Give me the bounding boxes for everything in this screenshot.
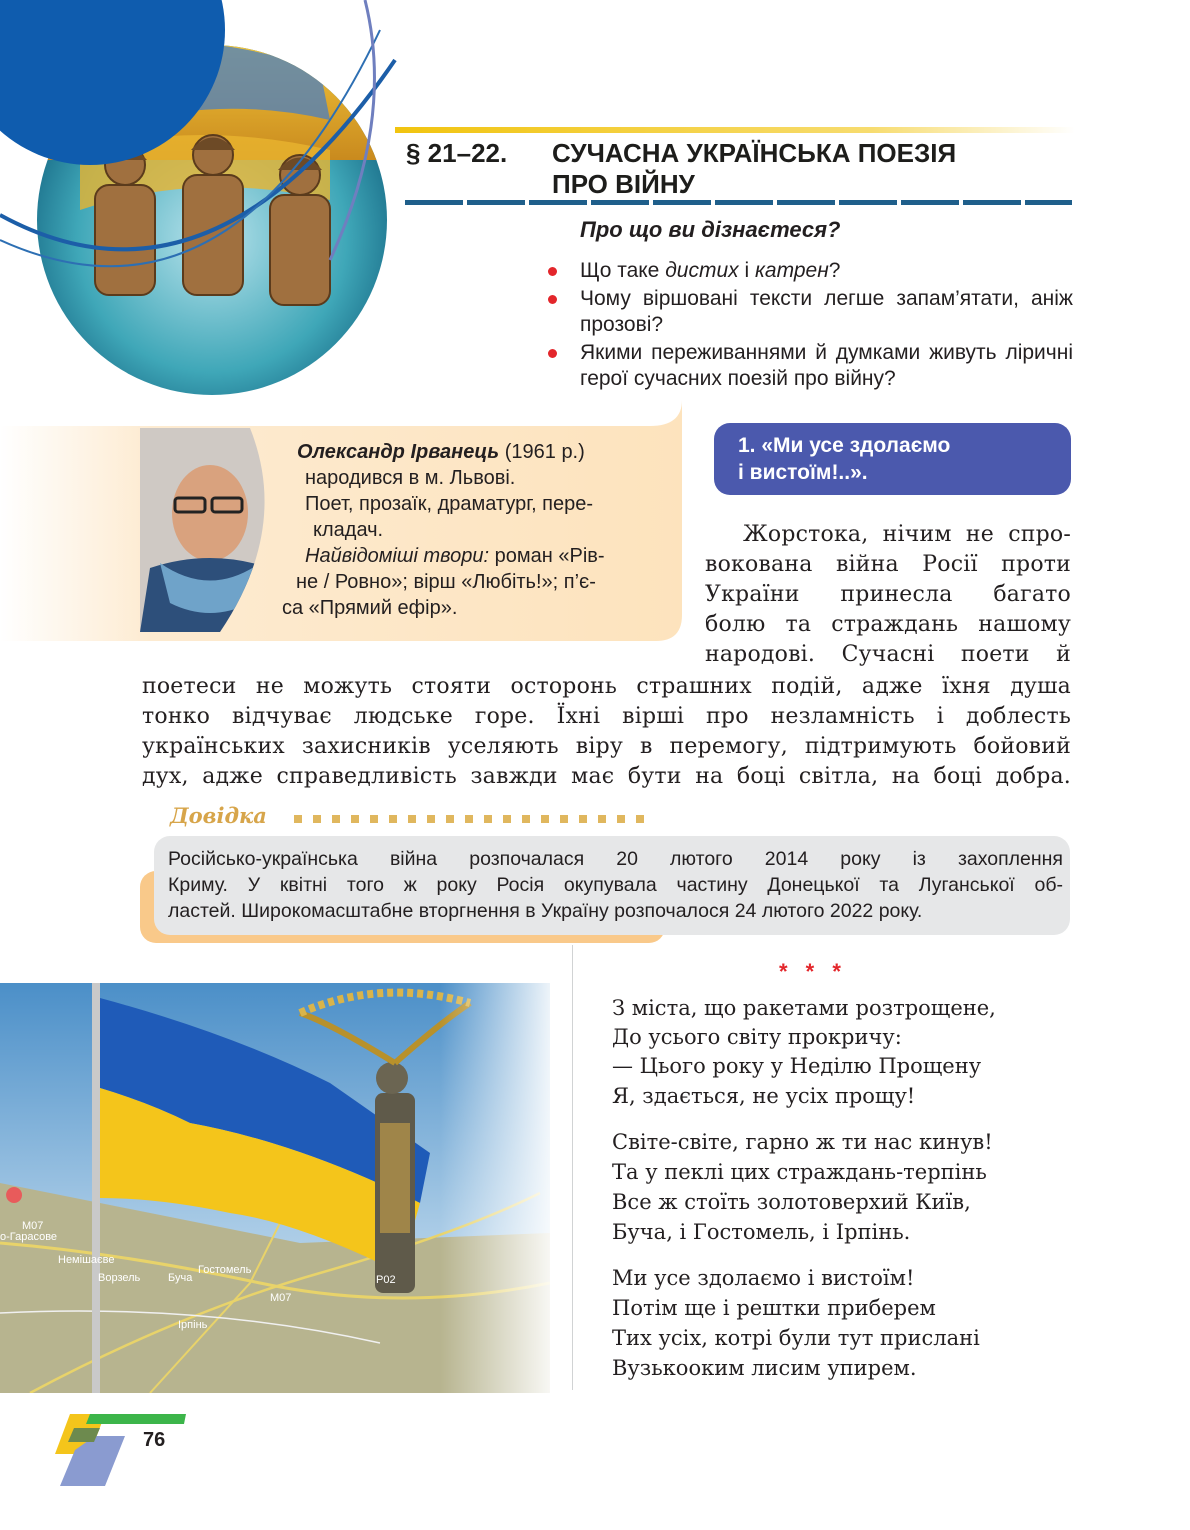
author-line-2: народився в м. Львові.: [305, 467, 516, 489]
heading-yellow-rule: [395, 127, 1075, 133]
reference-line-3: ластей. Широкомасштабне вторгнення в Україну розпочалося 24 лютого 2022 року.: [168, 900, 923, 922]
author-line-1: Олександр Ірванець (1961 р.): [297, 441, 585, 463]
poem-line: Світе-світе, гарно ж ти нас кинув!: [612, 1130, 993, 1154]
bullet-icon: [548, 349, 557, 358]
page-title-line1: СУЧАСНА УКРАЇНСЬКА ПОЕЗІЯ: [552, 138, 957, 168]
poem-line: Та у пеклі цих страждань-терпінь: [612, 1160, 987, 1184]
picture-divider: [572, 945, 573, 1390]
poem-line: Вузькооким лисим упирем.: [612, 1356, 917, 1380]
paragraph-number: § 21–22.: [406, 138, 508, 168]
author-name: Олександр Ірванець: [297, 441, 500, 463]
page-title: [552, 138, 956, 200]
poem-line: Ми усе здолаємо і вистоїм!: [612, 1266, 915, 1290]
section-heading-badge: 1. «Ми усе здолаємо і вистоїм!..».: [714, 423, 1071, 495]
soldiers-monument-illustration: [0, 0, 400, 400]
bullet-icon: [548, 295, 557, 304]
poem-line: До усього світу прокричу:: [612, 1025, 902, 1049]
poem-line: — Цього року у Неділю Прощену: [612, 1054, 982, 1078]
poem-line: Все ж стоїть золотоверхий Київ,: [612, 1190, 971, 1214]
poem-stars: * * *: [779, 959, 847, 984]
page-title-line2: ПРО ВІЙНУ: [552, 169, 695, 199]
author-line-3: Поет, прозаїк, драматург, пере-: [305, 493, 594, 515]
reference-dotted-rule: [294, 815, 644, 823]
bullet-icon: [548, 267, 557, 276]
body-paragraph-right: Жорстока, нічим не спро- вокована війна Росії проти України принесла багато болю та страждань нашому народові. Сучасні поети й: [705, 522, 1071, 667]
poem-line: Потім ще і рештки приберем: [612, 1296, 936, 1320]
author-line-4: кладач.: [313, 519, 384, 541]
reference-title: Довідка: [170, 803, 267, 828]
reference-line-1: Російсько-українська війна розпочалася 20 лютого 2014 року із захоплення: [168, 848, 1063, 870]
author-line-7: са «Прямий ефір».: [282, 597, 458, 619]
poem-line: Я, здається, не усіх прощу!: [612, 1084, 916, 1108]
learn-item: Що таке дистих і катрен?: [548, 258, 1073, 284]
author-line-6: не / Ровно»; вірш «Любіть!»; п’є-: [296, 571, 596, 593]
poem-line: З міста, що ракетами розтрощене,: [612, 996, 996, 1020]
learn-item: Якими переживаннями й думками живуть ліричні герої сучасних поезій про війну?: [548, 340, 1073, 392]
author-photo: [140, 428, 280, 632]
reference-line-2: Криму. У квітні того ж року Росія окупувала частину Донецької та Луганської об-: [168, 874, 1063, 896]
learn-item: Чому віршовані тексти легше запам’ятати, аніж прозові?: [548, 286, 1073, 338]
page-number: 76: [143, 1429, 166, 1451]
poem-line: Тих усіх, котрі були тут прислані: [612, 1326, 980, 1350]
flag-and-map-illustration: [0, 983, 550, 1393]
author-line-5: Найвідоміші твори: роман «Рів-: [305, 545, 605, 567]
learn-list: [548, 258, 1073, 394]
poem-line: Буча, і Гостомель, і Ірпінь.: [612, 1220, 911, 1244]
page-corner-logo: [50, 1410, 190, 1490]
learn-heading: Про що ви дізнаєтеся?: [580, 217, 841, 242]
body-paragraph-full: поетеси не можуть стояти осторонь страшних подій, адже їхня душа тонко відчуває людське горе. Їхні вірші про незламність і доблесть українських захисників уселяють віру в перемогу, підтримують бойовий дух, адже справедливість завжди має бути на боці світла, на боці добра.: [142, 674, 1071, 789]
heading-dashed-rule: [405, 200, 1072, 205]
